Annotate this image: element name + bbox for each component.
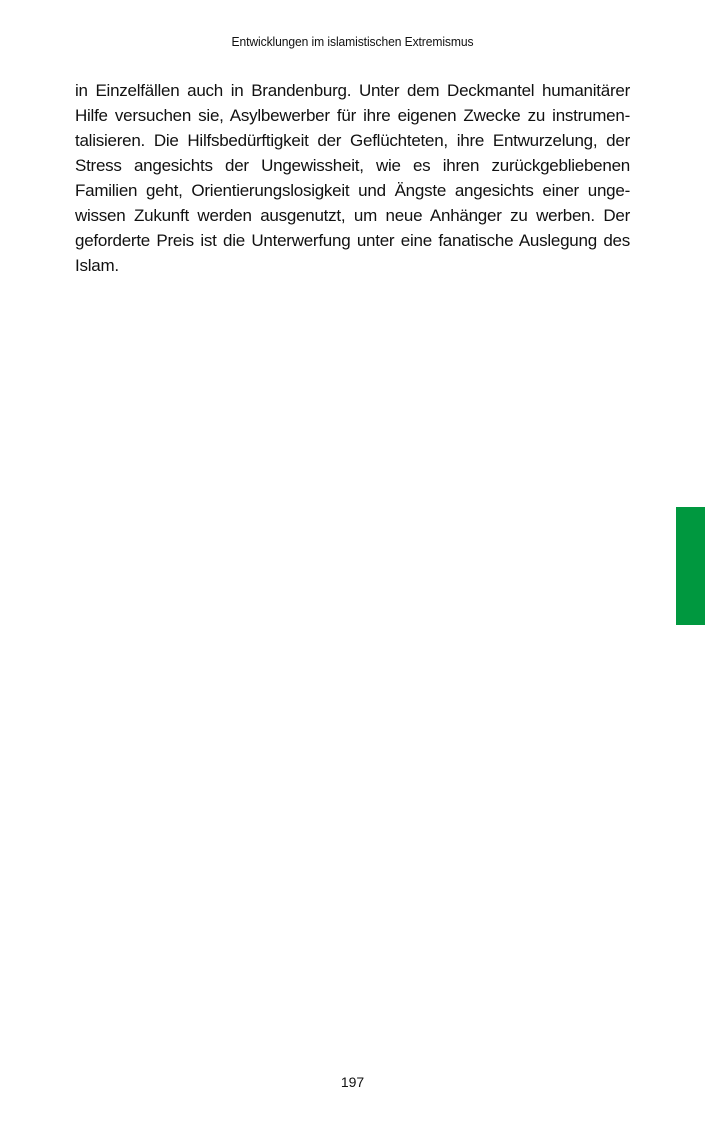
paragraph-line: talisieren. Die Hilfsbedürftigkeit der Geflüchteten, ihre Entwurzelung, der bbox=[75, 131, 630, 150]
page-number: 197 bbox=[340, 1074, 365, 1090]
paragraph-last-line: Islam. bbox=[75, 256, 119, 275]
paragraph-line: Familien geht, Orientierungslosigkeit und Ängste angesichts einer unge- bbox=[75, 181, 630, 200]
paragraph-line: in Einzelfällen auch in Brandenburg. Unter dem Deckmantel humanitärer bbox=[75, 81, 630, 100]
body-paragraph bbox=[75, 78, 630, 278]
paragraph-line: geforderte Preis ist die Unterwerfung unter eine fanatische Auslegung des bbox=[75, 231, 630, 250]
paragraph-line: Stress angesichts der Ungewissheit, wie es ihren zurückgebliebenen bbox=[75, 156, 630, 175]
running-header: Entwicklungen im islamistischen Extremismus bbox=[231, 34, 474, 49]
paragraph-line: Hilfe versuchen sie, Asylbewerber für ihre eigenen Zwecke zu instrumen- bbox=[75, 106, 630, 125]
chapter-marker-tab bbox=[676, 507, 705, 625]
paragraph-line: wissen Zukunft werden ausgenutzt, um neue Anhänger zu werben. Der bbox=[75, 206, 630, 225]
